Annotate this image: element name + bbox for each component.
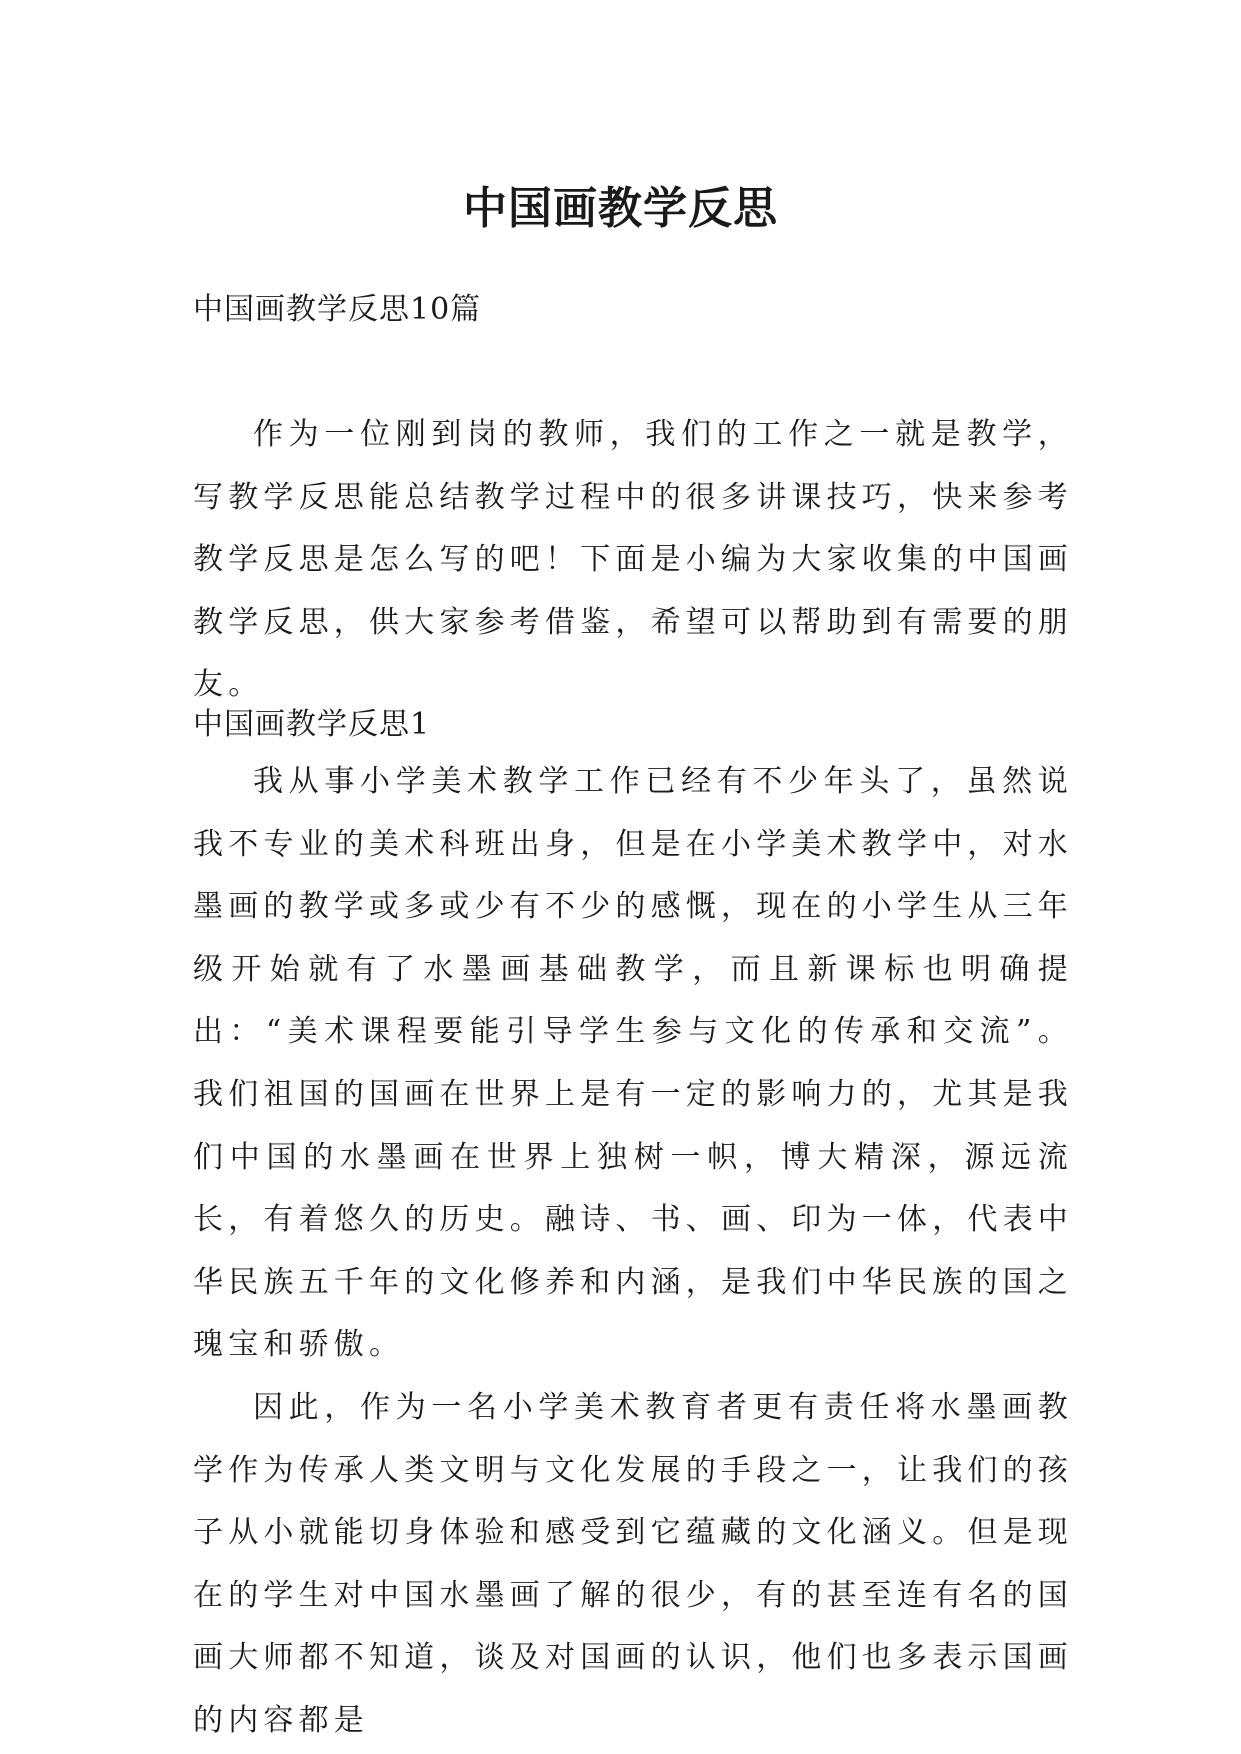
document-subtitle: 中国画教学反思10篇 xyxy=(193,292,482,327)
document-title: 中国画教学反思 xyxy=(463,183,778,235)
intro-paragraph: 作为一位刚到岗的教师，我们的工作之一就是教学，写教学反思能总结教学过程中的很多讲课技巧，快来参考教学反思是怎么写的吧！下面是小编为大家收集的中国画教学反思，供大家参考借鉴，希望可以帮助到有需要的朋友。 xyxy=(193,417,1073,703)
section-heading: 中国画教学反思1 xyxy=(193,707,431,742)
body-paragraph-2: 因此，作为一名小学美术教育者更有责任将水墨画教学作为传承人类文明与文化发展的手段之一，让我们的孩子从小就能切身体验和感受到它蕴藏的文化涵义。但是现在的学生对中国水墨画了解的很少，有的甚至连有名的国画大师都不知道，谈及对国画的认识，他们也多表示国画的内容都是 xyxy=(193,1389,1073,1738)
body-paragraph-1: 我从事小学美术教学工作已经有不少年头了，虽然说我不专业的美术科班出身，但是在小学美术教学中，对水墨画的教学或多或少有不少的感慨，现在的小学生从三年级开始就有了水墨画基础教学，而且新课标也明确提出：“美术课程要能引导学生参与文化的传承和交流”。我们祖国的国画在世界上是有一定的影响力的，尤其是我们中国的水墨画在世界上独树一帜，博大精深，源远流长，有着悠久的历史。融诗、书、画、印为一体，代表中华民族五千年的文化修养和内涵，是我们中华民族的国之瑰宝和骄傲。 xyxy=(193,764,1073,1363)
section-body xyxy=(193,751,1073,1753)
intro-block xyxy=(193,404,1073,717)
